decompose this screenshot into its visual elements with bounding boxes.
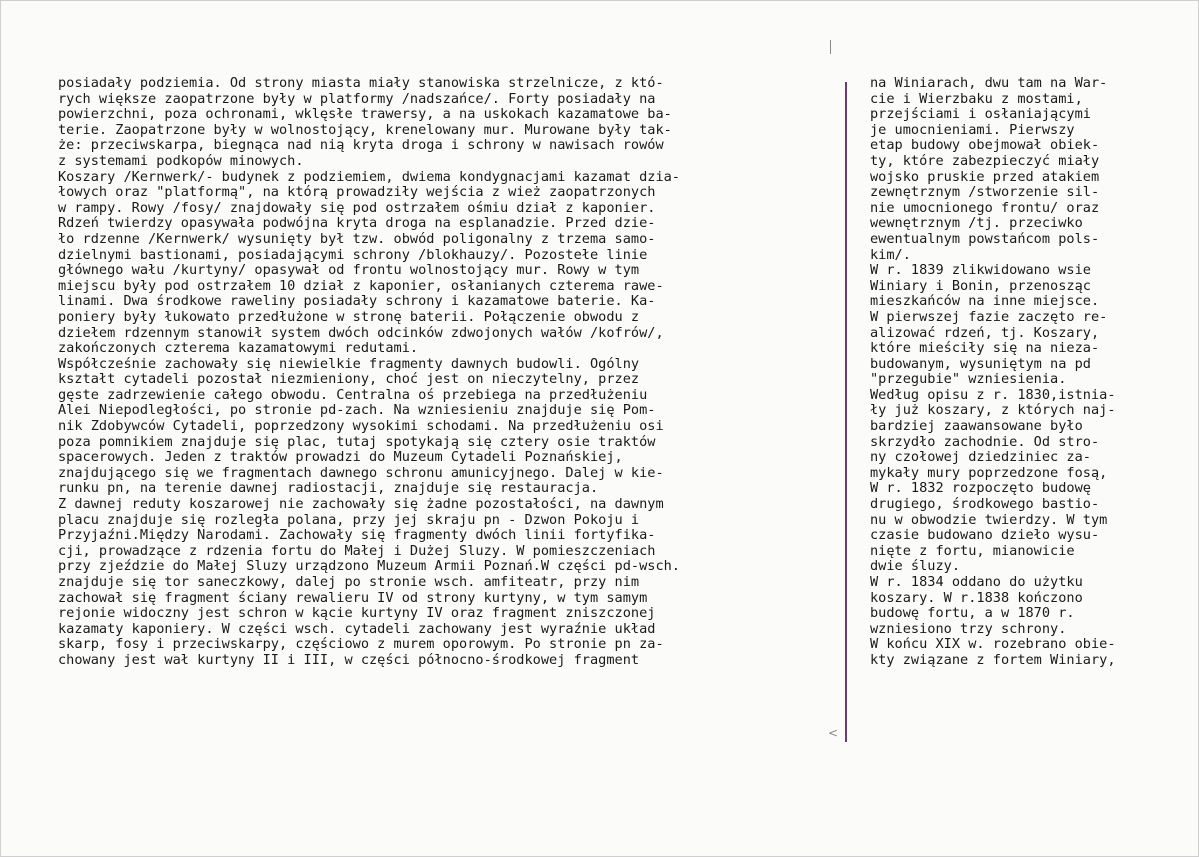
column-divider (845, 82, 847, 742)
text-line: łowych oraz "platformą", na którą prowadziły wejścia z wież zaopatrzonych (58, 184, 656, 201)
text-line: rych większe zaopatrzone były w platformy /nadszańce/. Forty posiadały na (58, 90, 656, 107)
text-line: runku pn, na terenie dawnej radiostacji, znajduje się restauracja. (58, 480, 599, 497)
text-line: Alei Niepodległości, po stronie pd-zach. Na wzniesieniu znajduje się Pom- (58, 402, 656, 419)
text-line: "przegubie" wzniesienia. (870, 371, 1067, 388)
text-line: głównego wału /kurtyny/ opasywał od frontu wolnostojący mur. Rowy w tym (58, 262, 640, 279)
pencil-tick-mark (830, 40, 831, 54)
text-line: w rampy. Rowy /fosy/ znajdowały się pod ostrzałem ośmiu dział z kaponier. (58, 199, 656, 216)
text-line: znajdującego się we fragmentach dawnego schronu amunicyjnego. Dalej w kie- (58, 464, 664, 481)
text-line: budowanym, wysuniętym na pd (870, 355, 1091, 372)
text-line: kty związane z fortem Winiary, (870, 651, 1116, 668)
text-line: nu w obwodzie twierdzy. W tym (870, 511, 1108, 528)
text-line: W końcu XIX w. rozebrano obie- (870, 636, 1116, 653)
text-line: alizować rdzeń, tj. Koszary, (870, 324, 1100, 341)
text-line: przy zjeździe do Małej Sluzy urządzono Muzeum Armii Poznań.W części pd-wsch. (58, 558, 680, 575)
text-line: wojsko pruskie przed atakiem (870, 168, 1100, 185)
text-line: Przyjaźni.Między Narodami. Zachowały się fragmenty dwóch linii fortyfika- (58, 527, 656, 544)
text-line: kazamaty kaponiery. W części wsch. cytadeli zachowany jest wyraźnie układ (58, 620, 656, 637)
text-line: budowę fortu, a w 1870 r. (870, 605, 1075, 622)
text-line: zakończonych czterema kazamatowymi redutami. (58, 340, 419, 357)
text-line: wzniesiono trzy schrony. (870, 620, 1067, 637)
text-line: znajduje się tor saneczkowy, dalej po stronie wsch. amfiteatr, przy nim (58, 574, 640, 590)
text-line: chowany jest wał kurtyny II i III, w części północno-środkowej fragment (58, 651, 640, 668)
text-line: ty, które zabezpieczyć miały (870, 152, 1100, 169)
text-line: wewnętrznym /tj. przeciwko (870, 215, 1083, 232)
text-line: nik Zdobywców Cytadeli, poprzedzony wysokimi schodami. Na przedłużeniu osi (58, 418, 664, 435)
text-line: nięte z fortu, mianowicie (870, 542, 1075, 559)
text-line: drugiego, środkowego bastio- (870, 496, 1100, 513)
text-line: mieszkańców na inne miejsce. (870, 293, 1100, 310)
text-line: skrzydło zachodnie. Od stro- (870, 433, 1100, 450)
text-line: zewnętrznym /stworzenie sil- (870, 184, 1100, 201)
margin-mark: < (828, 726, 839, 740)
text-line: placu znajduje się rozległa polana, przy jej skraju pn - Dzwon Pokoju i (58, 511, 640, 528)
text-line: spacerowych. Jeden z traktów prowadzi do Muzeum Cytadeli Poznańskiej, (58, 449, 623, 466)
right-text-column (870, 76, 1190, 669)
text-line: Według opisu z r. 1830,istnia- (870, 386, 1116, 403)
text-line: Winiary i Bonin, przenosząc (870, 277, 1091, 294)
text-line: dwie śluzy. (870, 558, 961, 575)
text-line: Rdzeń twierdzy opasywała podwójna kryta droga na esplanadzie. Przed dzie- (58, 215, 656, 232)
text-line: poniery były łukowato przedłużone w stronę baterii. Połączenie obwodu z (58, 308, 640, 325)
text-line: linami. Dwa środkowe raweliny posiadały schrony i kazamatowe baterie. Ka- (58, 293, 656, 310)
text-line: ło rdzenne /Kernwerk/ wysunięty był tzw. obwód poligonalny z trzema samo- (58, 230, 656, 247)
text-line: przejściami i osłaniającymi (870, 106, 1091, 123)
text-line: miejscu były pod ostrzałem 10 dział z kaponier, osłanianych czterema rawe- (58, 277, 664, 294)
text-line: poza pomnikiem znajduje się plac, tutaj spotykają się cztery osie traktów (58, 433, 656, 450)
text-line: ły już koszary, z których naj- (870, 402, 1116, 419)
text-line: bardziej zaawansowane było (870, 418, 1083, 435)
text-line: powierzchni, poza ochronami, wklęsłe trawersy, a na uskokach kazamatowe ba- (58, 106, 672, 123)
text-line: które mieściły się na nieza- (870, 340, 1100, 357)
text-line: W pierwszej fazie zaczęto re- (870, 308, 1108, 325)
text-line: terie. Zaopatrzone były w wolnostojący, krenelowany mur. Murowane były tak- (58, 121, 672, 138)
text-line: cji, prowadzące z rdzenia fortu do Małej i Dużej Sluzy. W pomieszczeniach (58, 542, 656, 559)
text-line: Z dawnej reduty koszarowej nie zachowały się żadne pozostałości, na dawnym (58, 496, 664, 513)
text-line: Koszary /Kernwerk/- budynek z podziemiem, dwiema kondygnacjami kazamat dzia- (58, 168, 680, 185)
text-line: z systemami podkopów minowych. (58, 152, 304, 169)
text-line: W r. 1834 oddano do użytku (870, 574, 1083, 590)
text-line: ewentualnym powstańcom pols- (870, 230, 1100, 247)
text-line: W r. 1839 zlikwidowano wsie (870, 262, 1091, 279)
text-line: dziełem rdzennym stanowił system dwóch odcinków zdwojonych wałów /kofrów/, (58, 324, 664, 341)
text-line: gęste zadrzewienie całego obwodu. Centralna oś przebiega na przedłużeniu (58, 386, 648, 403)
text-line: koszary. W r.1838 kończono (870, 589, 1083, 606)
text-line: skarp, fosy i przeciwskarpy, częściowo z murem oporowym. Po stronie pn za- (58, 636, 664, 653)
text-line: kształt cytadeli pozostał niezmieniony, choć jest on nieczytelny, przez (58, 371, 640, 388)
text-line: rejonie widoczny jest schron w kącie kurtyny IV oraz fragment zniszczonej (58, 605, 656, 622)
text-line: je umocnieniami. Pierwszy (870, 121, 1075, 138)
text-line: ny czołowej dziedziniec za- (870, 449, 1091, 466)
text-line: posiadały podziemia. Od strony miasta miały stanowiska strzelnicze, z któ- (58, 75, 664, 91)
text-line: kim/. (870, 246, 911, 263)
text-line: czasie budowano dzieło wysu- (870, 527, 1100, 544)
text-line: cie i Wierzbaku z mostami, (870, 90, 1083, 107)
text-line: mykały mury poprzedzone fosą, (870, 464, 1108, 481)
text-line: nie umocnionego frontu/ oraz (870, 199, 1100, 216)
text-line: etap budowy obejmował obiek- (870, 137, 1100, 154)
text-line: W r. 1832 rozpoczęto budowę (870, 480, 1091, 497)
left-text-column (58, 76, 834, 669)
text-line: że: przeciwskarpa, biegnąca nad nią kryta droga i schrony w nawisach rowów (58, 137, 664, 154)
text-line: dzielnymi bastionami, posiadającymi schrony /blokhauzy/. Pozostełe linie (58, 246, 648, 263)
text-line: na Winiarach, dwu tam na War- (870, 75, 1108, 91)
text-line: zachował się fragment ściany rewalieru IV od strony kurtyny, w tym samym (58, 589, 648, 606)
text-line: Współcześnie zachowały się niewielkie fragmenty dawnych budowli. Ogólny (58, 355, 640, 372)
